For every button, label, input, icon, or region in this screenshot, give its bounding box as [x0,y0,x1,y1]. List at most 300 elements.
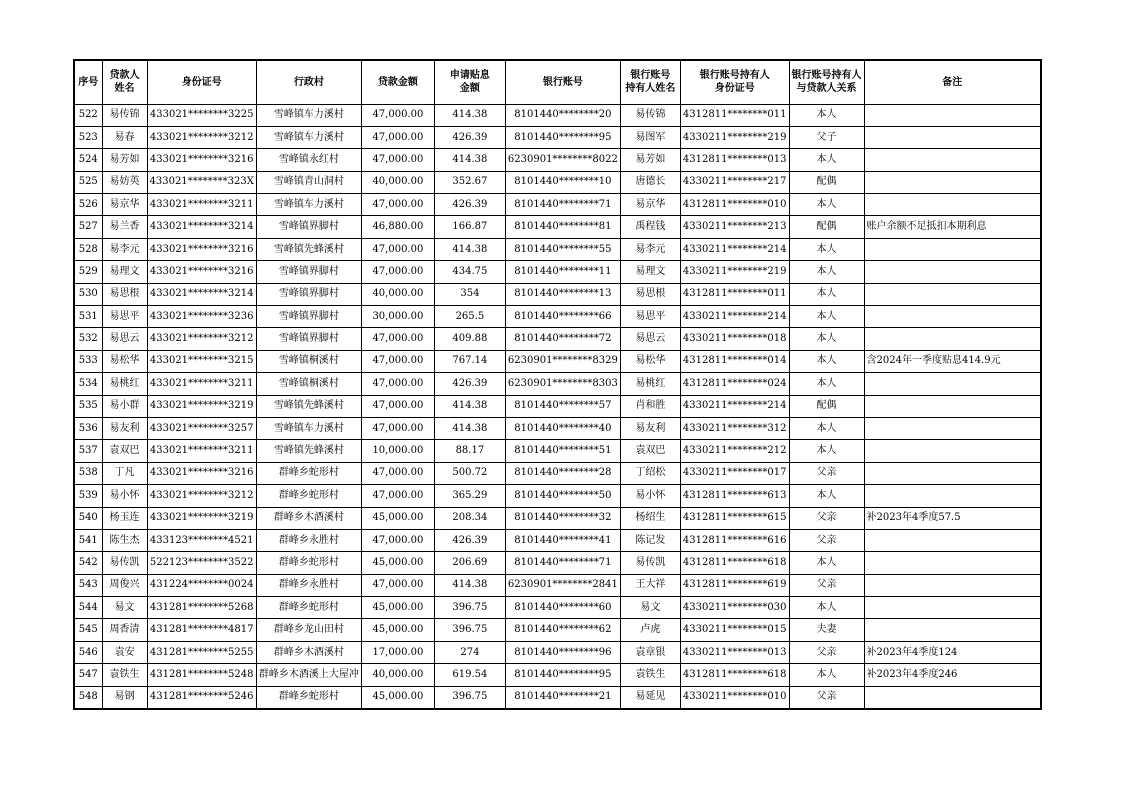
cell-relation: 本人 [789,552,864,574]
cell-note [864,283,1041,305]
cell-village: 雪峰镇先蜂溪村 [256,395,361,417]
cell-id-number: 433021********3211 [147,440,256,462]
cell-holder-name: 禹程钱 [620,216,680,238]
table-row [74,440,1041,462]
cell-village: 群峰乡蛇形村 [256,686,361,708]
cell-id-number: 433021********3211 [147,373,256,395]
cell-loan-amount: 40,000.00 [361,283,434,305]
cell-seq: 540 [74,507,102,529]
table-row [74,417,1041,439]
cell-relation: 本人 [789,261,864,283]
cell-bank-account: 8101440********32 [505,507,620,529]
table-row [74,507,1041,529]
table-row [74,641,1041,663]
cell-note [864,529,1041,551]
cell-holder-id: 4330211********010 [680,686,789,708]
cell-loan-amount: 47,000.00 [361,417,434,439]
cell-id-number: 433021********3211 [147,194,256,216]
cell-bank-account: 8101440********62 [505,619,620,641]
cell-bank-account: 8101440********72 [505,328,620,350]
cell-borrower-name: 丁凡 [102,462,147,484]
cell-borrower-name: 袁安 [102,641,147,663]
cell-holder-name: 易思云 [620,328,680,350]
cell-village: 群峰乡蛇形村 [256,552,361,574]
cell-holder-name: 易图军 [620,126,680,148]
cell-borrower-name: 易思平 [102,306,147,328]
cell-holder-id: 4312811********616 [680,529,789,551]
cell-holder-name: 易京华 [620,194,680,216]
cell-borrower-name: 易春 [102,126,147,148]
header-col-holder-id: 银行账号持有人 身份证号 [680,60,789,104]
cell-holder-id: 4312811********014 [680,350,789,372]
cell-holder-name: 易思平 [620,306,680,328]
cell-subsidy-amount: 767.14 [434,350,505,372]
cell-relation: 本人 [789,440,864,462]
cell-subsidy-amount: 500.72 [434,462,505,484]
cell-bank-account: 8101440********50 [505,485,620,507]
cell-holder-name: 肖和胜 [620,395,680,417]
cell-holder-id: 4330211********214 [680,238,789,260]
table-row [74,664,1041,686]
cell-borrower-name: 周俊兴 [102,574,147,596]
cell-loan-amount: 46,880.00 [361,216,434,238]
cell-id-number: 433021********3212 [147,328,256,350]
cell-village: 群峰乡龙山田村 [256,619,361,641]
cell-id-number: 433021********3216 [147,149,256,171]
table-row [74,306,1041,328]
cell-village: 雪峰镇青山洞村 [256,171,361,193]
cell-relation: 配偶 [789,216,864,238]
cell-holder-id: 4312811********619 [680,574,789,596]
cell-id-number: 433021********3214 [147,283,256,305]
cell-relation: 本人 [789,485,864,507]
cell-subsidy-amount: 434.75 [434,261,505,283]
cell-note [864,306,1041,328]
cell-village: 群峰乡木酒溪村 [256,507,361,529]
cell-village: 群峰乡蛇形村 [256,597,361,619]
table-row [74,194,1041,216]
cell-holder-name: 易小怀 [620,485,680,507]
cell-holder-name: 易传凯 [620,552,680,574]
cell-borrower-name: 易钢 [102,686,147,708]
cell-bank-account: 8101440********96 [505,641,620,663]
cell-id-number: 433021********3216 [147,261,256,283]
cell-subsidy-amount: 396.75 [434,686,505,708]
cell-note: 补2023年4季度246 [864,664,1041,686]
cell-village: 雪峰镇界脚村 [256,283,361,305]
cell-loan-amount: 47,000.00 [361,194,434,216]
cell-relation: 本人 [789,194,864,216]
cell-loan-amount: 30,000.00 [361,306,434,328]
cell-relation: 父亲 [789,574,864,596]
cell-bank-account: 8101440********60 [505,597,620,619]
cell-holder-name: 卢虎 [620,619,680,641]
cell-subsidy-amount: 354 [434,283,505,305]
cell-holder-id: 4312811********011 [680,104,789,126]
cell-seq: 524 [74,149,102,171]
cell-subsidy-amount: 396.75 [434,619,505,641]
cell-loan-amount: 45,000.00 [361,619,434,641]
table-row [74,216,1041,238]
cell-borrower-name: 易小怀 [102,485,147,507]
cell-note [864,261,1041,283]
cell-loan-amount: 45,000.00 [361,597,434,619]
cell-holder-id: 4330211********015 [680,619,789,641]
cell-seq: 537 [74,440,102,462]
cell-holder-name: 袁铁生 [620,664,680,686]
table-body [74,104,1041,709]
cell-borrower-name: 易思根 [102,283,147,305]
cell-seq: 535 [74,395,102,417]
cell-seq: 539 [74,485,102,507]
cell-relation: 本人 [789,104,864,126]
cell-note [864,552,1041,574]
table-row [74,261,1041,283]
header-col-relation: 银行账号持有人 与贷款人关系 [789,60,864,104]
cell-relation: 本人 [789,306,864,328]
cell-village: 群峰乡蛇形村 [256,462,361,484]
cell-relation: 父亲 [789,507,864,529]
cell-seq: 530 [74,283,102,305]
header-col-note: 备注 [864,60,1041,104]
cell-relation: 父亲 [789,641,864,663]
cell-village: 雪峰镇车力溪村 [256,126,361,148]
cell-subsidy-amount: 414.38 [434,149,505,171]
cell-id-number: 433021********3219 [147,395,256,417]
cell-id-number: 433021********3212 [147,126,256,148]
cell-relation: 本人 [789,373,864,395]
cell-bank-account: 8101440********41 [505,529,620,551]
cell-subsidy-amount: 426.39 [434,373,505,395]
cell-seq: 536 [74,417,102,439]
table-row [74,485,1041,507]
cell-id-number: 433021********323X [147,171,256,193]
cell-subsidy-amount: 414.38 [434,104,505,126]
cell-holder-id: 4330211********013 [680,641,789,663]
cell-subsidy-amount: 414.38 [434,574,505,596]
table-row [74,350,1041,372]
cell-id-number: 431281********5246 [147,686,256,708]
cell-borrower-name: 易京华 [102,194,147,216]
cell-subsidy-amount: 414.38 [434,417,505,439]
table-row [74,104,1041,126]
cell-village: 雪峰镇桐溪村 [256,350,361,372]
cell-note [864,574,1041,596]
cell-village: 雪峰镇界脚村 [256,328,361,350]
cell-bank-account: 8101440********10 [505,171,620,193]
cell-subsidy-amount: 166.87 [434,216,505,238]
cell-seq: 532 [74,328,102,350]
cell-bank-account: 8101440********66 [505,306,620,328]
cell-id-number: 433123********4521 [147,529,256,551]
cell-relation: 本人 [789,417,864,439]
header-col-subsidy-amount: 申请贴息 金额 [434,60,505,104]
cell-note [864,126,1041,148]
header-col-loan-amount: 贷款金额 [361,60,434,104]
cell-note: 补2023年4季度57.5 [864,507,1041,529]
cell-loan-amount: 47,000.00 [361,350,434,372]
loan-subsidy-table [73,59,1042,710]
cell-holder-name: 唐德长 [620,171,680,193]
cell-loan-amount: 47,000.00 [361,485,434,507]
cell-village: 雪峰镇车力溪村 [256,194,361,216]
cell-subsidy-amount: 208.34 [434,507,505,529]
table-row [74,126,1041,148]
cell-relation: 父子 [789,126,864,148]
cell-loan-amount: 40,000.00 [361,664,434,686]
cell-holder-id: 4330211********219 [680,261,789,283]
cell-bank-account: 8101440********13 [505,283,620,305]
cell-holder-id: 4330211********018 [680,328,789,350]
cell-borrower-name: 杨玉连 [102,507,147,529]
cell-borrower-name: 陈生杰 [102,529,147,551]
cell-bank-account: 6230901********8329 [505,350,620,372]
cell-id-number: 431281********5268 [147,597,256,619]
header-col-borrower-name: 贷款人 姓名 [102,60,147,104]
cell-note [864,104,1041,126]
cell-loan-amount: 47,000.00 [361,328,434,350]
cell-holder-id: 4330211********214 [680,395,789,417]
cell-seq: 547 [74,664,102,686]
cell-seq: 545 [74,619,102,641]
cell-holder-name: 易李元 [620,238,680,260]
cell-bank-account: 6230901********8022 [505,149,620,171]
cell-village: 雪峰镇永红村 [256,149,361,171]
cell-bank-account: 8101440********95 [505,126,620,148]
cell-note: 补2023年4季度124 [864,641,1041,663]
cell-holder-id: 4330211********017 [680,462,789,484]
cell-id-number: 433021********3219 [147,507,256,529]
cell-seq: 534 [74,373,102,395]
cell-holder-id: 4312811********615 [680,507,789,529]
cell-loan-amount: 47,000.00 [361,261,434,283]
cell-borrower-name: 袁铁生 [102,664,147,686]
table-row [74,395,1041,417]
table-row [74,529,1041,551]
cell-village: 雪峰镇界脚村 [256,306,361,328]
cell-holder-id: 4312811********618 [680,552,789,574]
cell-relation: 本人 [789,283,864,305]
cell-loan-amount: 47,000.00 [361,395,434,417]
table-header [74,60,1041,104]
cell-note [864,485,1041,507]
cell-loan-amount: 45,000.00 [361,686,434,708]
cell-note [864,373,1041,395]
cell-borrower-name: 易李元 [102,238,147,260]
table-row [74,597,1041,619]
cell-loan-amount: 47,000.00 [361,104,434,126]
cell-relation: 本人 [789,664,864,686]
cell-note [864,194,1041,216]
cell-id-number: 433021********3212 [147,485,256,507]
cell-borrower-name: 易传凯 [102,552,147,574]
cell-bank-account: 8101440********95 [505,664,620,686]
cell-loan-amount: 40,000.00 [361,171,434,193]
cell-subsidy-amount: 409.88 [434,328,505,350]
cell-seq: 546 [74,641,102,663]
table-row [74,171,1041,193]
cell-id-number: 431281********4817 [147,619,256,641]
cell-subsidy-amount: 88.17 [434,440,505,462]
table-row [74,686,1041,708]
cell-bank-account: 8101440********28 [505,462,620,484]
cell-borrower-name: 易文 [102,597,147,619]
header-col-holder-name: 银行账号 持有人姓名 [620,60,680,104]
cell-borrower-name: 易松华 [102,350,147,372]
cell-bank-account: 8101440********40 [505,417,620,439]
cell-seq: 528 [74,238,102,260]
cell-id-number: 433021********3216 [147,238,256,260]
cell-holder-name: 易理文 [620,261,680,283]
cell-holder-name: 丁绍松 [620,462,680,484]
cell-relation: 父亲 [789,686,864,708]
cell-id-number: 433021********3216 [147,462,256,484]
header-col-seq: 序号 [74,60,102,104]
cell-borrower-name: 袁双巴 [102,440,147,462]
cell-holder-name: 袁双巴 [620,440,680,462]
cell-subsidy-amount: 426.39 [434,529,505,551]
table-row [74,462,1041,484]
cell-note [864,149,1041,171]
cell-subsidy-amount: 365.29 [434,485,505,507]
cell-subsidy-amount: 265.5 [434,306,505,328]
cell-loan-amount: 47,000.00 [361,529,434,551]
cell-note [864,238,1041,260]
cell-village: 雪峰镇先蜂溪村 [256,440,361,462]
cell-holder-name: 杨绍生 [620,507,680,529]
cell-holder-name: 易传锦 [620,104,680,126]
cell-id-number: 433021********3214 [147,216,256,238]
cell-holder-id: 4330211********312 [680,417,789,439]
cell-subsidy-amount: 352.67 [434,171,505,193]
cell-village: 群峰乡木酒溪上大屋冲 [256,664,361,686]
cell-seq: 526 [74,194,102,216]
cell-relation: 配偶 [789,171,864,193]
cell-holder-id: 4312811********010 [680,194,789,216]
cell-village: 雪峰镇车力溪村 [256,104,361,126]
cell-holder-id: 4330211********030 [680,597,789,619]
cell-id-number: 431281********5255 [147,641,256,663]
cell-seq: 544 [74,597,102,619]
cell-holder-id: 4312811********618 [680,664,789,686]
cell-bank-account: 8101440********57 [505,395,620,417]
table-row [74,552,1041,574]
cell-bank-account: 8101440********71 [505,194,620,216]
cell-note: 含2024年一季度贴息414.9元 [864,350,1041,372]
cell-id-number: 431281********5248 [147,664,256,686]
table-row [74,619,1041,641]
cell-village: 雪峰镇界脚村 [256,216,361,238]
cell-bank-account: 8101440********81 [505,216,620,238]
cell-loan-amount: 47,000.00 [361,238,434,260]
cell-relation: 本人 [789,597,864,619]
cell-borrower-name: 易友利 [102,417,147,439]
cell-village: 雪峰镇界脚村 [256,261,361,283]
cell-village: 雪峰镇桐溪村 [256,373,361,395]
cell-loan-amount: 47,000.00 [361,574,434,596]
header-col-village: 行政村 [256,60,361,104]
cell-id-number: 431224********0024 [147,574,256,596]
cell-relation: 夫妻 [789,619,864,641]
cell-bank-account: 6230901********2841 [505,574,620,596]
header-col-bank-account: 银行账号 [505,60,620,104]
cell-village: 群峰乡永胜村 [256,529,361,551]
cell-seq: 529 [74,261,102,283]
cell-note [864,171,1041,193]
cell-bank-account: 8101440********55 [505,238,620,260]
cell-village: 群峰乡永胜村 [256,574,361,596]
cell-holder-id: 4330211********212 [680,440,789,462]
header-col-id-number: 身份证号 [147,60,256,104]
cell-loan-amount: 47,000.00 [361,126,434,148]
cell-holder-name: 易延见 [620,686,680,708]
cell-seq: 522 [74,104,102,126]
cell-holder-id: 4312811********013 [680,149,789,171]
cell-holder-name: 易桃红 [620,373,680,395]
cell-seq: 531 [74,306,102,328]
cell-note [864,619,1041,641]
cell-id-number: 433021********3225 [147,104,256,126]
cell-holder-name: 易文 [620,597,680,619]
table-row [74,373,1041,395]
cell-id-number: 433021********3236 [147,306,256,328]
cell-subsidy-amount: 274 [434,641,505,663]
cell-holder-id: 4330211********217 [680,171,789,193]
cell-bank-account: 8101440********51 [505,440,620,462]
cell-borrower-name: 周香清 [102,619,147,641]
cell-bank-account: 8101440********21 [505,686,620,708]
cell-relation: 本人 [789,149,864,171]
cell-id-number: 522123********3522 [147,552,256,574]
cell-village: 雪峰镇车力溪村 [256,417,361,439]
cell-relation: 父亲 [789,462,864,484]
cell-seq: 542 [74,552,102,574]
cell-note [864,597,1041,619]
cell-subsidy-amount: 396.75 [434,597,505,619]
cell-borrower-name: 易思云 [102,328,147,350]
cell-holder-id: 4312811********011 [680,283,789,305]
header-row [74,60,1041,104]
table-row [74,283,1041,305]
cell-borrower-name: 易理文 [102,261,147,283]
cell-subsidy-amount: 414.38 [434,395,505,417]
cell-loan-amount: 17,000.00 [361,641,434,663]
cell-relation: 本人 [789,350,864,372]
table-row [74,238,1041,260]
cell-holder-name: 易思根 [620,283,680,305]
cell-seq: 525 [74,171,102,193]
table-row [74,574,1041,596]
cell-subsidy-amount: 619.54 [434,664,505,686]
cell-bank-account: 6230901********8303 [505,373,620,395]
cell-seq: 543 [74,574,102,596]
cell-holder-id: 4330211********214 [680,306,789,328]
cell-seq: 541 [74,529,102,551]
table-row [74,328,1041,350]
cell-seq: 527 [74,216,102,238]
cell-holder-id: 4312811********024 [680,373,789,395]
cell-bank-account: 8101440********71 [505,552,620,574]
cell-village: 群峰乡蛇形村 [256,485,361,507]
cell-holder-name: 王大祥 [620,574,680,596]
cell-borrower-name: 易小群 [102,395,147,417]
cell-holder-name: 易芳如 [620,149,680,171]
cell-subsidy-amount: 414.38 [434,238,505,260]
cell-relation: 父亲 [789,529,864,551]
cell-village: 雪峰镇先蜂溪村 [256,238,361,260]
cell-note [864,462,1041,484]
cell-borrower-name: 易妨英 [102,171,147,193]
